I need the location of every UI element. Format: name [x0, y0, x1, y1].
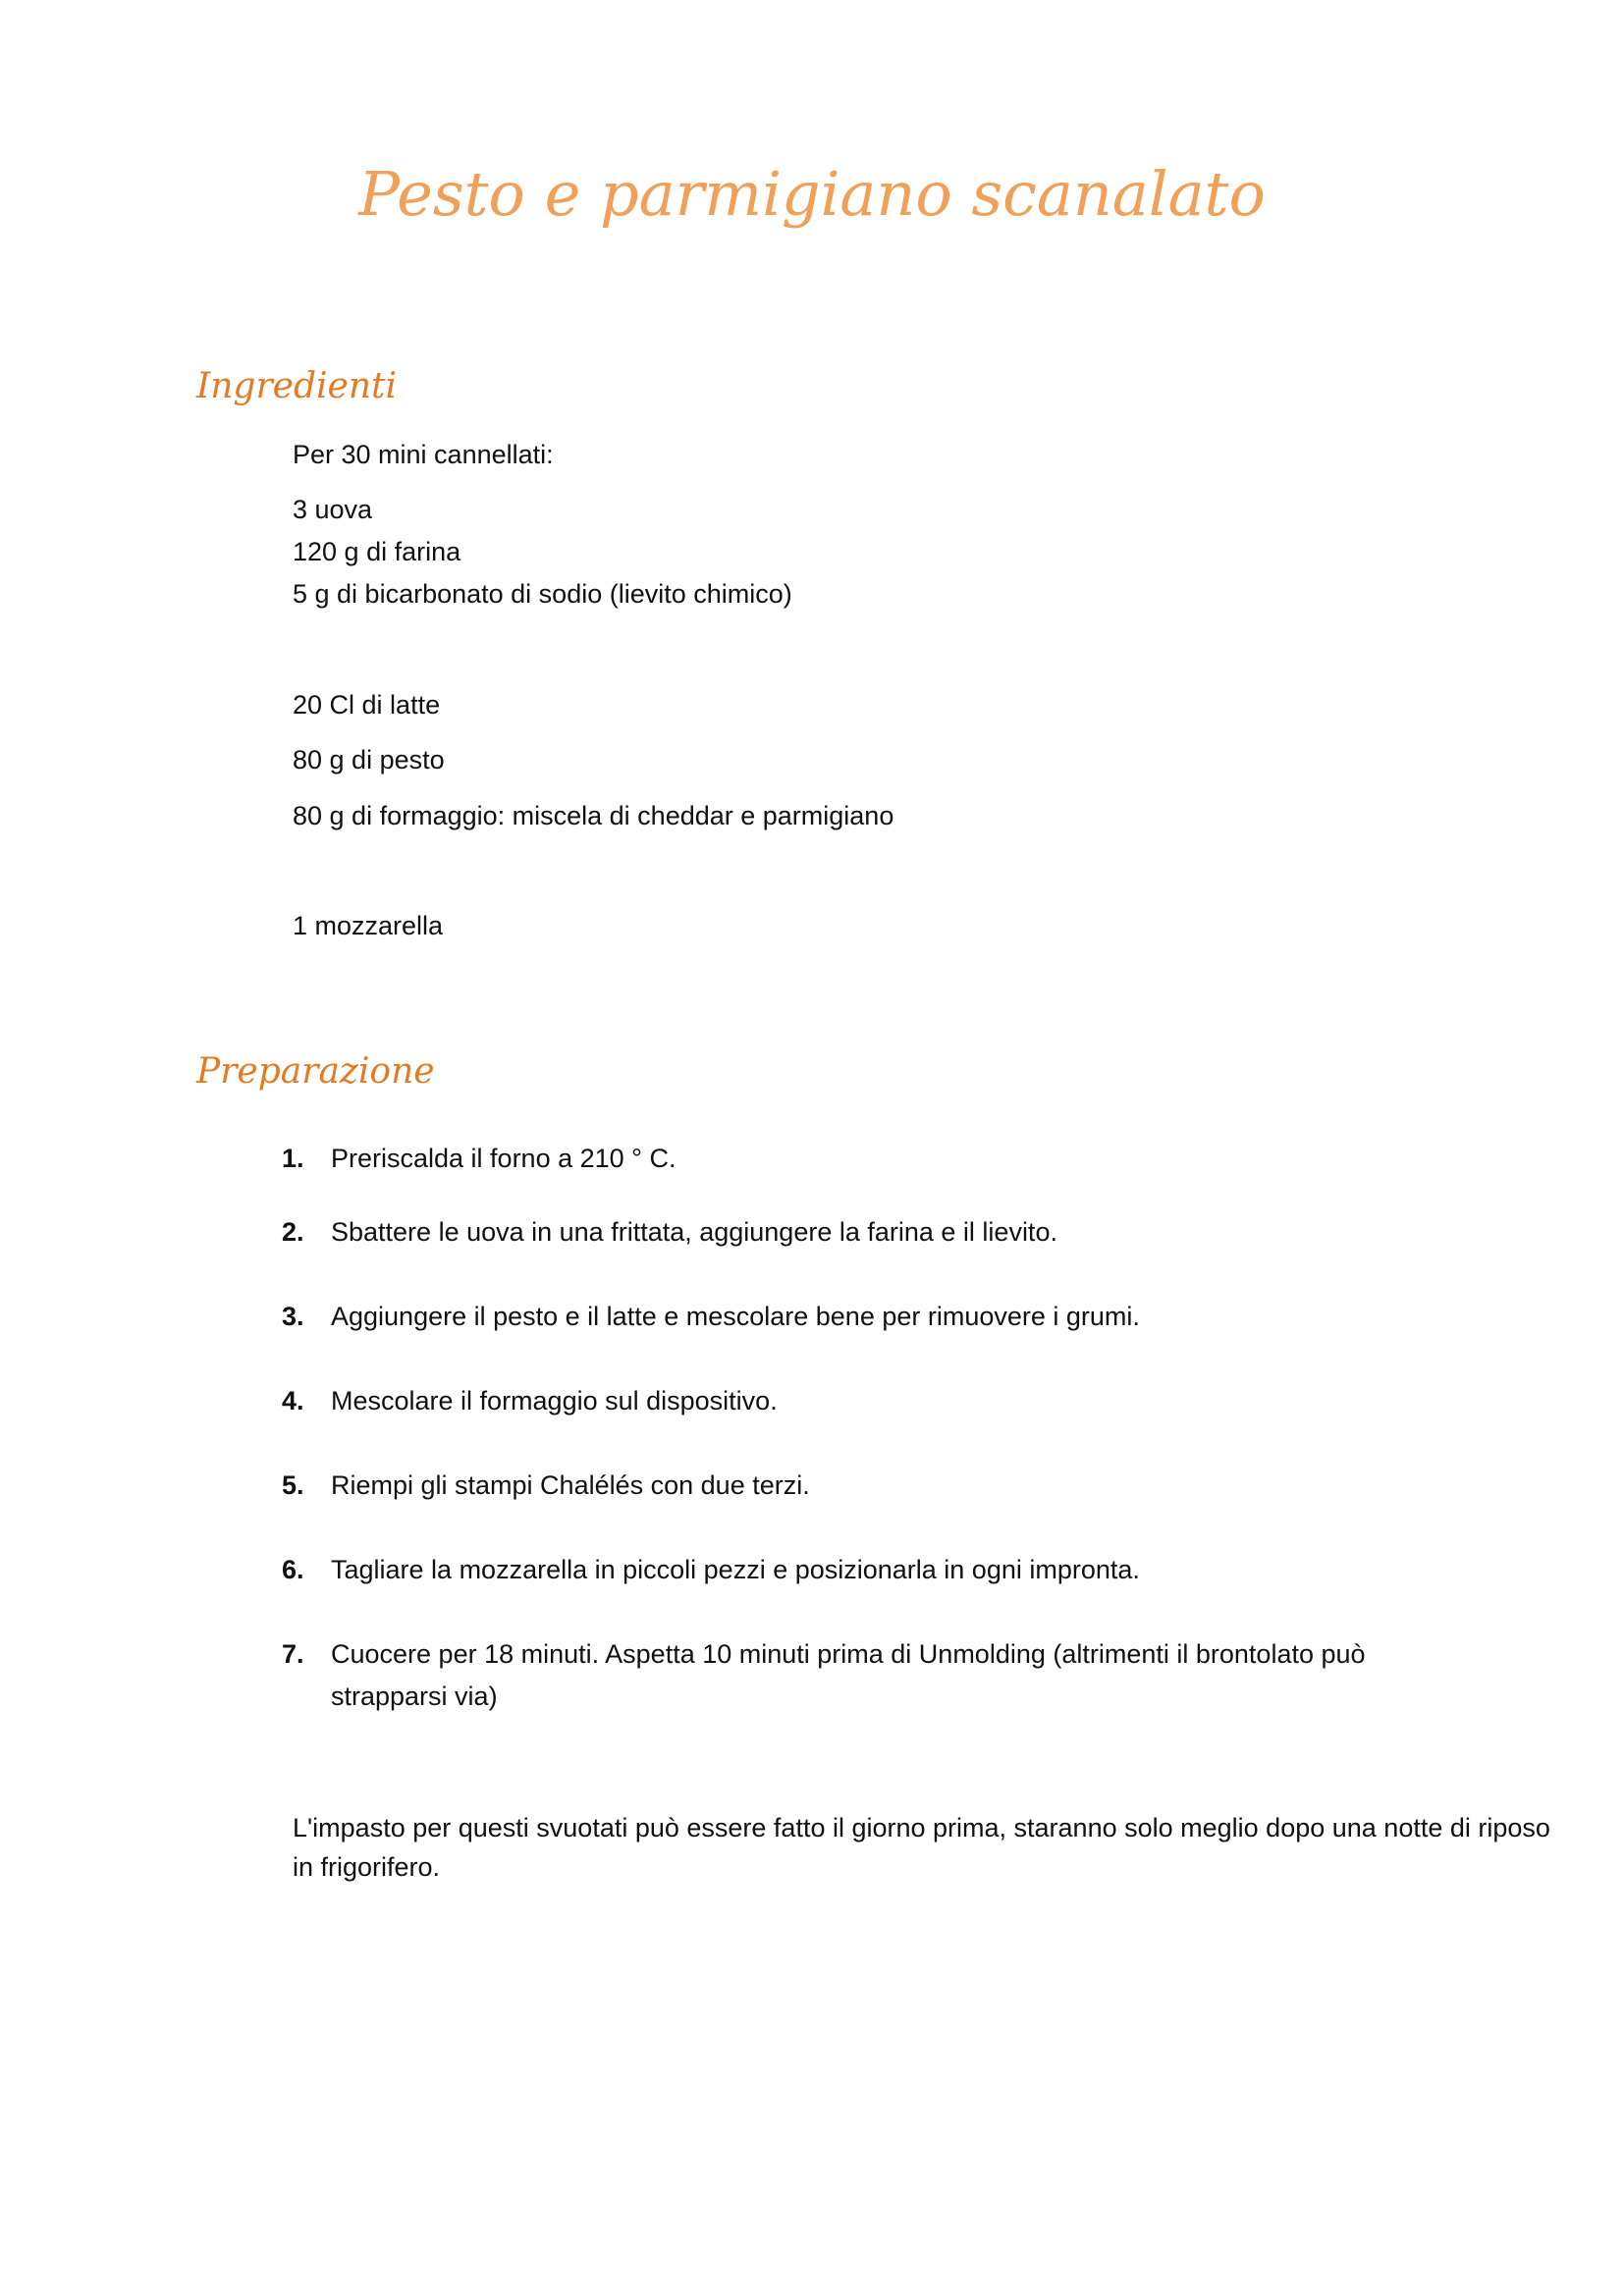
step-text: Preriscalda il forno a 210 ° C. — [331, 1144, 677, 1173]
step-text: Tagliare la mozzarella in piccoli pezzi e posizionarla in ogni impronta. — [331, 1555, 1140, 1584]
ingredient-item: 80 g di formaggio: miscela di cheddar e parmigiano — [293, 801, 894, 830]
step-number: 1. — [282, 1144, 304, 1173]
ingredient-item: 5 g di bicarbonato di sodio (lievito chimico) — [293, 579, 792, 609]
step-text: Aggiungere il pesto e il latte e mescolare bene per rimuovere i grumi. — [331, 1302, 1140, 1331]
ingredient-item: 3 uova — [293, 495, 373, 524]
step-number: 6. — [282, 1555, 304, 1584]
preparation-heading: Preparazione — [196, 1051, 435, 1092]
step-text: Cuocere per 18 minuti. Aspetta 10 minuti prima di Unmolding (altrimenti il brontolato può strapparsi via) — [331, 1639, 1366, 1711]
step-text: Sbattere le uova in una frittata, aggiungere la farina e il lievito. — [331, 1217, 1057, 1247]
step-number: 5. — [282, 1470, 304, 1500]
step-text: Mescolare il formaggio sul dispositivo. — [331, 1386, 778, 1415]
page-title: Pesto e parmigiano scanalato — [358, 158, 1266, 230]
ingredients-heading: Ingredienti — [196, 366, 397, 406]
ingredient-item: 1 mozzarella — [293, 911, 444, 940]
step-number: 3. — [282, 1302, 304, 1331]
ingredient-item: 80 g di pesto — [293, 745, 445, 774]
serving-size: Per 30 mini cannellati: — [293, 440, 554, 469]
ingredient-item: 120 g di farina — [293, 537, 461, 566]
ingredient-item: 20 Cl di latte — [293, 690, 441, 720]
step-number: 4. — [282, 1386, 304, 1415]
recipe-note: L'impasto per questi svuotati può essere fatto il giorno prima, staranno solo meglio dopo una notte di riposo in frigorifero. — [293, 1813, 1550, 1882]
step-number: 2. — [282, 1217, 304, 1247]
step-number: 7. — [282, 1639, 304, 1669]
step-text: Riempi gli stampi Chalélés con due terzi. — [331, 1470, 810, 1500]
